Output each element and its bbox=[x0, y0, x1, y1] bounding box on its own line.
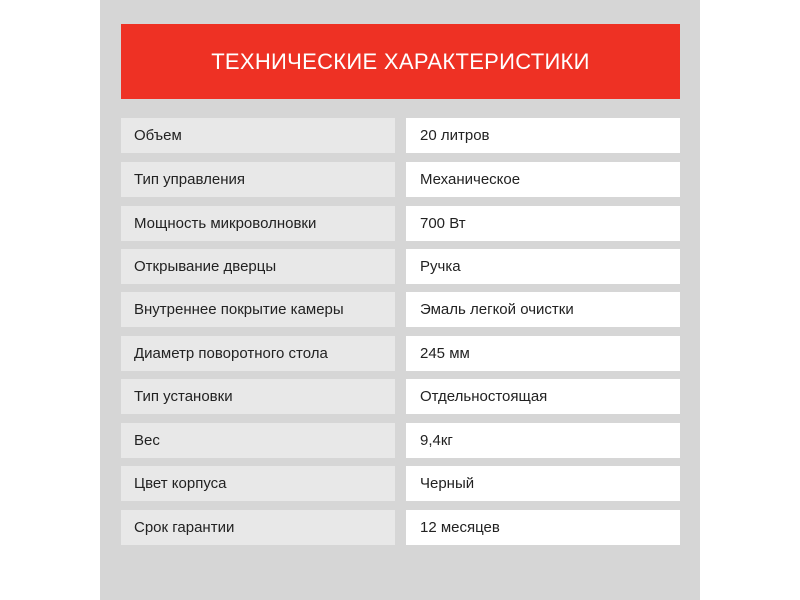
spec-label: Мощность микроволновки bbox=[121, 206, 395, 241]
spec-label: Цвет корпуса bbox=[121, 466, 395, 501]
spec-label: Тип управления bbox=[121, 162, 395, 197]
spec-value: Черный bbox=[406, 466, 680, 501]
spec-header bbox=[121, 24, 680, 99]
spec-value: 20 литров bbox=[406, 118, 680, 153]
spec-row bbox=[121, 118, 680, 153]
spec-label: Вес bbox=[121, 423, 395, 458]
spec-label: Срок гарантии bbox=[121, 510, 395, 545]
spec-label: Открывание дверцы bbox=[121, 249, 395, 284]
spec-label: Диаметр поворотного стола bbox=[121, 336, 395, 371]
spec-value: 700 Вт bbox=[406, 206, 680, 241]
spec-row bbox=[121, 292, 680, 327]
spec-row bbox=[121, 162, 680, 197]
spec-value: 12 месяцев bbox=[406, 510, 680, 545]
spec-value: Отдельностоящая bbox=[406, 379, 680, 414]
spec-row bbox=[121, 466, 680, 501]
spec-value: 245 мм bbox=[406, 336, 680, 371]
spec-label: Внутреннее покрытие камеры bbox=[121, 292, 395, 327]
spec-row bbox=[121, 249, 680, 284]
spec-row bbox=[121, 206, 680, 241]
spec-value: 9,4кг bbox=[406, 423, 680, 458]
spec-value: Механическое bbox=[406, 162, 680, 197]
spec-title: ТЕХНИЧЕСКИЕ ХАРАКТЕРИСТИКИ bbox=[211, 48, 590, 74]
spec-panel bbox=[100, 0, 700, 600]
spec-row bbox=[121, 336, 680, 371]
spec-row bbox=[121, 379, 680, 414]
spec-value: Ручка bbox=[406, 249, 680, 284]
spec-label: Тип установки bbox=[121, 379, 395, 414]
spec-value: Эмаль легкой очистки bbox=[406, 292, 680, 327]
spec-row bbox=[121, 510, 680, 545]
spec-row bbox=[121, 423, 680, 458]
spec-label: Объем bbox=[121, 118, 395, 153]
